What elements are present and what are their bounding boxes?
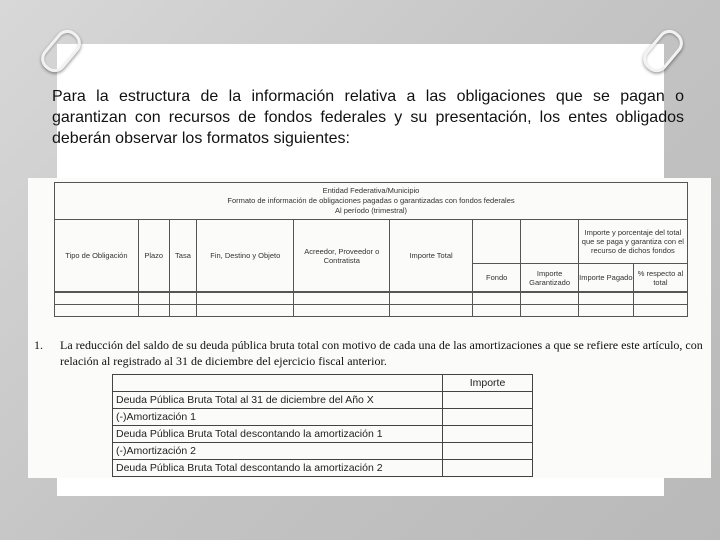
table-cell xyxy=(578,293,633,305)
table1-title-line: Al período (trimestral) xyxy=(334,206,408,215)
scanned-document xyxy=(28,178,711,478)
col-fin-destino: Fin, Destino y Objeto xyxy=(197,220,294,292)
table2-row-label: Deuda Pública Bruta Total descontando la amortización 2 xyxy=(113,460,443,477)
table-row xyxy=(113,409,533,426)
table2-row-label: (-)Amortización 2 xyxy=(113,443,443,460)
table1-title-line: Formato de información de obligaciones pagadas o garantizadas con fondos federales xyxy=(227,196,515,205)
table-cell xyxy=(521,293,578,305)
table-cell xyxy=(197,305,294,317)
table2-row-label: (-)Amortización 1 xyxy=(113,409,443,426)
table2-row-value xyxy=(443,409,533,426)
table-cell xyxy=(294,305,390,317)
table-cell xyxy=(472,305,521,317)
col-group-porcentaje: Importe y porcentaje del total que se paga y garantiza con el recurso de dichos fondos xyxy=(578,220,687,264)
table-cell xyxy=(390,305,473,317)
col-tasa: Tasa xyxy=(169,220,197,292)
col-importe-total: Importe Total xyxy=(390,220,473,292)
item-text: La reducción del saldo de su deuda pública bruta total con motivo de cada una de las amortizaciones a que se refiere este artículo, con relación al registrado al 31 de diciembre del ejercicio fiscal anterior. xyxy=(60,338,703,368)
table-cell xyxy=(55,305,139,317)
col-empty xyxy=(472,220,521,264)
debt-reduction-table xyxy=(112,374,533,477)
table2-row-value xyxy=(443,426,533,443)
col-importe-garantizado: Importe Garantizado xyxy=(521,264,578,292)
table-cell xyxy=(633,305,687,317)
obligations-format-table xyxy=(54,182,688,317)
col-plazo: Plazo xyxy=(138,220,169,292)
table2-row-label: Deuda Pública Bruta Total descontando la amortización 1 xyxy=(113,426,443,443)
table2-row-value xyxy=(443,443,533,460)
table-cell xyxy=(633,293,687,305)
col-importe-pagado: Importe Pagado xyxy=(578,264,633,292)
table-row xyxy=(113,426,533,443)
table2-corner xyxy=(113,375,443,392)
table-row xyxy=(113,392,533,409)
table-cell xyxy=(294,293,390,305)
table-cell xyxy=(138,293,169,305)
table-row xyxy=(113,460,533,477)
table-row xyxy=(113,443,533,460)
col-fondo: Fondo xyxy=(472,264,521,292)
table-cell xyxy=(521,305,578,317)
table2-row-value xyxy=(443,460,533,477)
table1-title xyxy=(55,183,688,220)
col-tipo-obligacion: Tipo de Obligación xyxy=(55,220,139,292)
table-cell xyxy=(390,293,473,305)
table-cell xyxy=(472,293,521,305)
col-empty xyxy=(521,220,578,264)
table-cell xyxy=(55,293,139,305)
table-cell xyxy=(169,293,197,305)
col-porcentaje-total: % respecto al total xyxy=(633,264,687,292)
col-acreedor: Acreedor, Proveedor o Contratista xyxy=(294,220,390,292)
table-cell xyxy=(578,305,633,317)
intro-paragraph: Para la estructura de la información relativa a las obligaciones que se pagan o garantizan con recursos de fondos federales y su presentación, los entes obligados deberán observar los formatos siguientes: xyxy=(52,88,684,147)
table-cell xyxy=(197,293,294,305)
table-cell xyxy=(169,305,197,317)
table1-title-line: Entidad Federativa/Municipio xyxy=(322,186,420,195)
table2-row-label: Deuda Pública Bruta Total al 31 de diciembre del Año X xyxy=(113,392,443,409)
item-number: 1. xyxy=(34,338,43,352)
table-cell xyxy=(138,305,169,317)
table2-importe-header: Importe xyxy=(443,375,533,392)
table2-row-value xyxy=(443,392,533,409)
